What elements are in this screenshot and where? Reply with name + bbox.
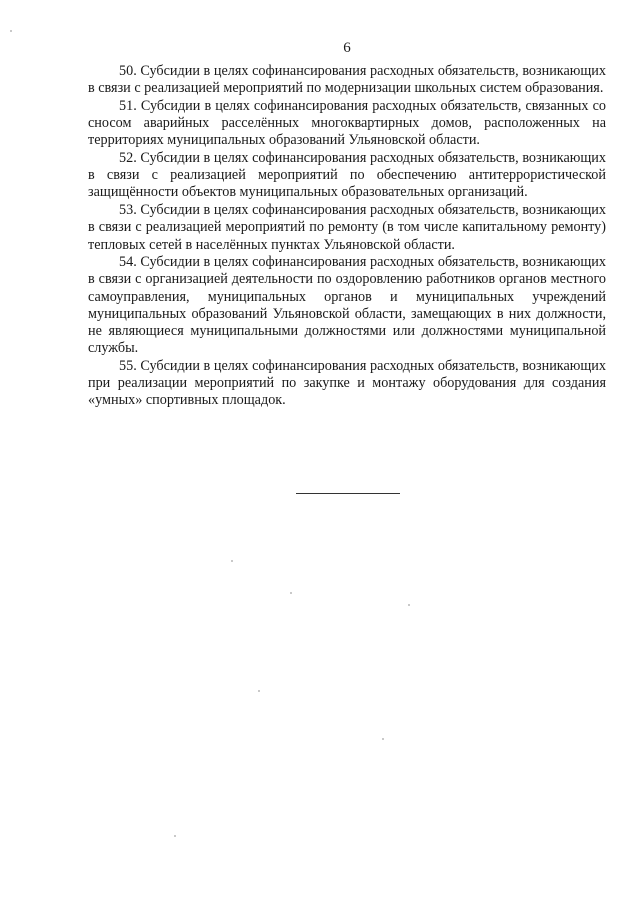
paragraph-53: 53. Субсидии в целях софинансирования расходных обязательств, возникающих в связи с реализацией мероприятий по ремонту (в том числе капитальному ремонту) тепловых сетей в населённых пунктах Ульяновской области. [88, 202, 606, 253]
scan-speck [408, 604, 410, 606]
paragraph-52: 52. Субсидии в целях софинансирования расходных обязательств, возникающих в связи с реализацией мероприятий по обеспечению антитеррористической защищённости объектов муниципальных образовательных организаций. [88, 150, 606, 201]
paragraph-50: 50. Субсидии в целях софинансирования расходных обязательств, возникающих в связи с реализацией мероприятий по модернизации школьных систем образования. [88, 63, 606, 97]
end-divider-line [296, 493, 400, 494]
scan-speck [10, 30, 12, 32]
scan-speck [174, 835, 176, 837]
paragraph-55: 55. Субсидии в целях софинансирования расходных обязательств, возникающих при реализации мероприятий по закупке и монтажу оборудования для создания «умных» спортивных площадок. [88, 357, 606, 409]
scan-speck [231, 560, 233, 562]
scan-speck [382, 738, 384, 740]
paragraph-51: 51. Субсидии в целях софинансирования расходных обязательств, связанных со сносом аварийных расселённых многоквартирных домов, расположенных на территориях муниципальных образований Ульяновской области. [88, 97, 606, 149]
scan-speck [258, 690, 260, 692]
scan-speck [290, 592, 292, 594]
document-body [88, 63, 606, 410]
paragraph-54: 54. Субсидии в целях софинансирования расходных обязательств, возникающих в связи с организацией деятельности по оздоровлению работников органов местного самоуправления, муниципальных органов и муниципальных учреждений муниципальных образований Ульяновской области, замещающих в них должности, не являющиеся муниципальными должностями или должностями муниципальной службы. [88, 254, 606, 357]
page-number: 6 [343, 40, 351, 56]
